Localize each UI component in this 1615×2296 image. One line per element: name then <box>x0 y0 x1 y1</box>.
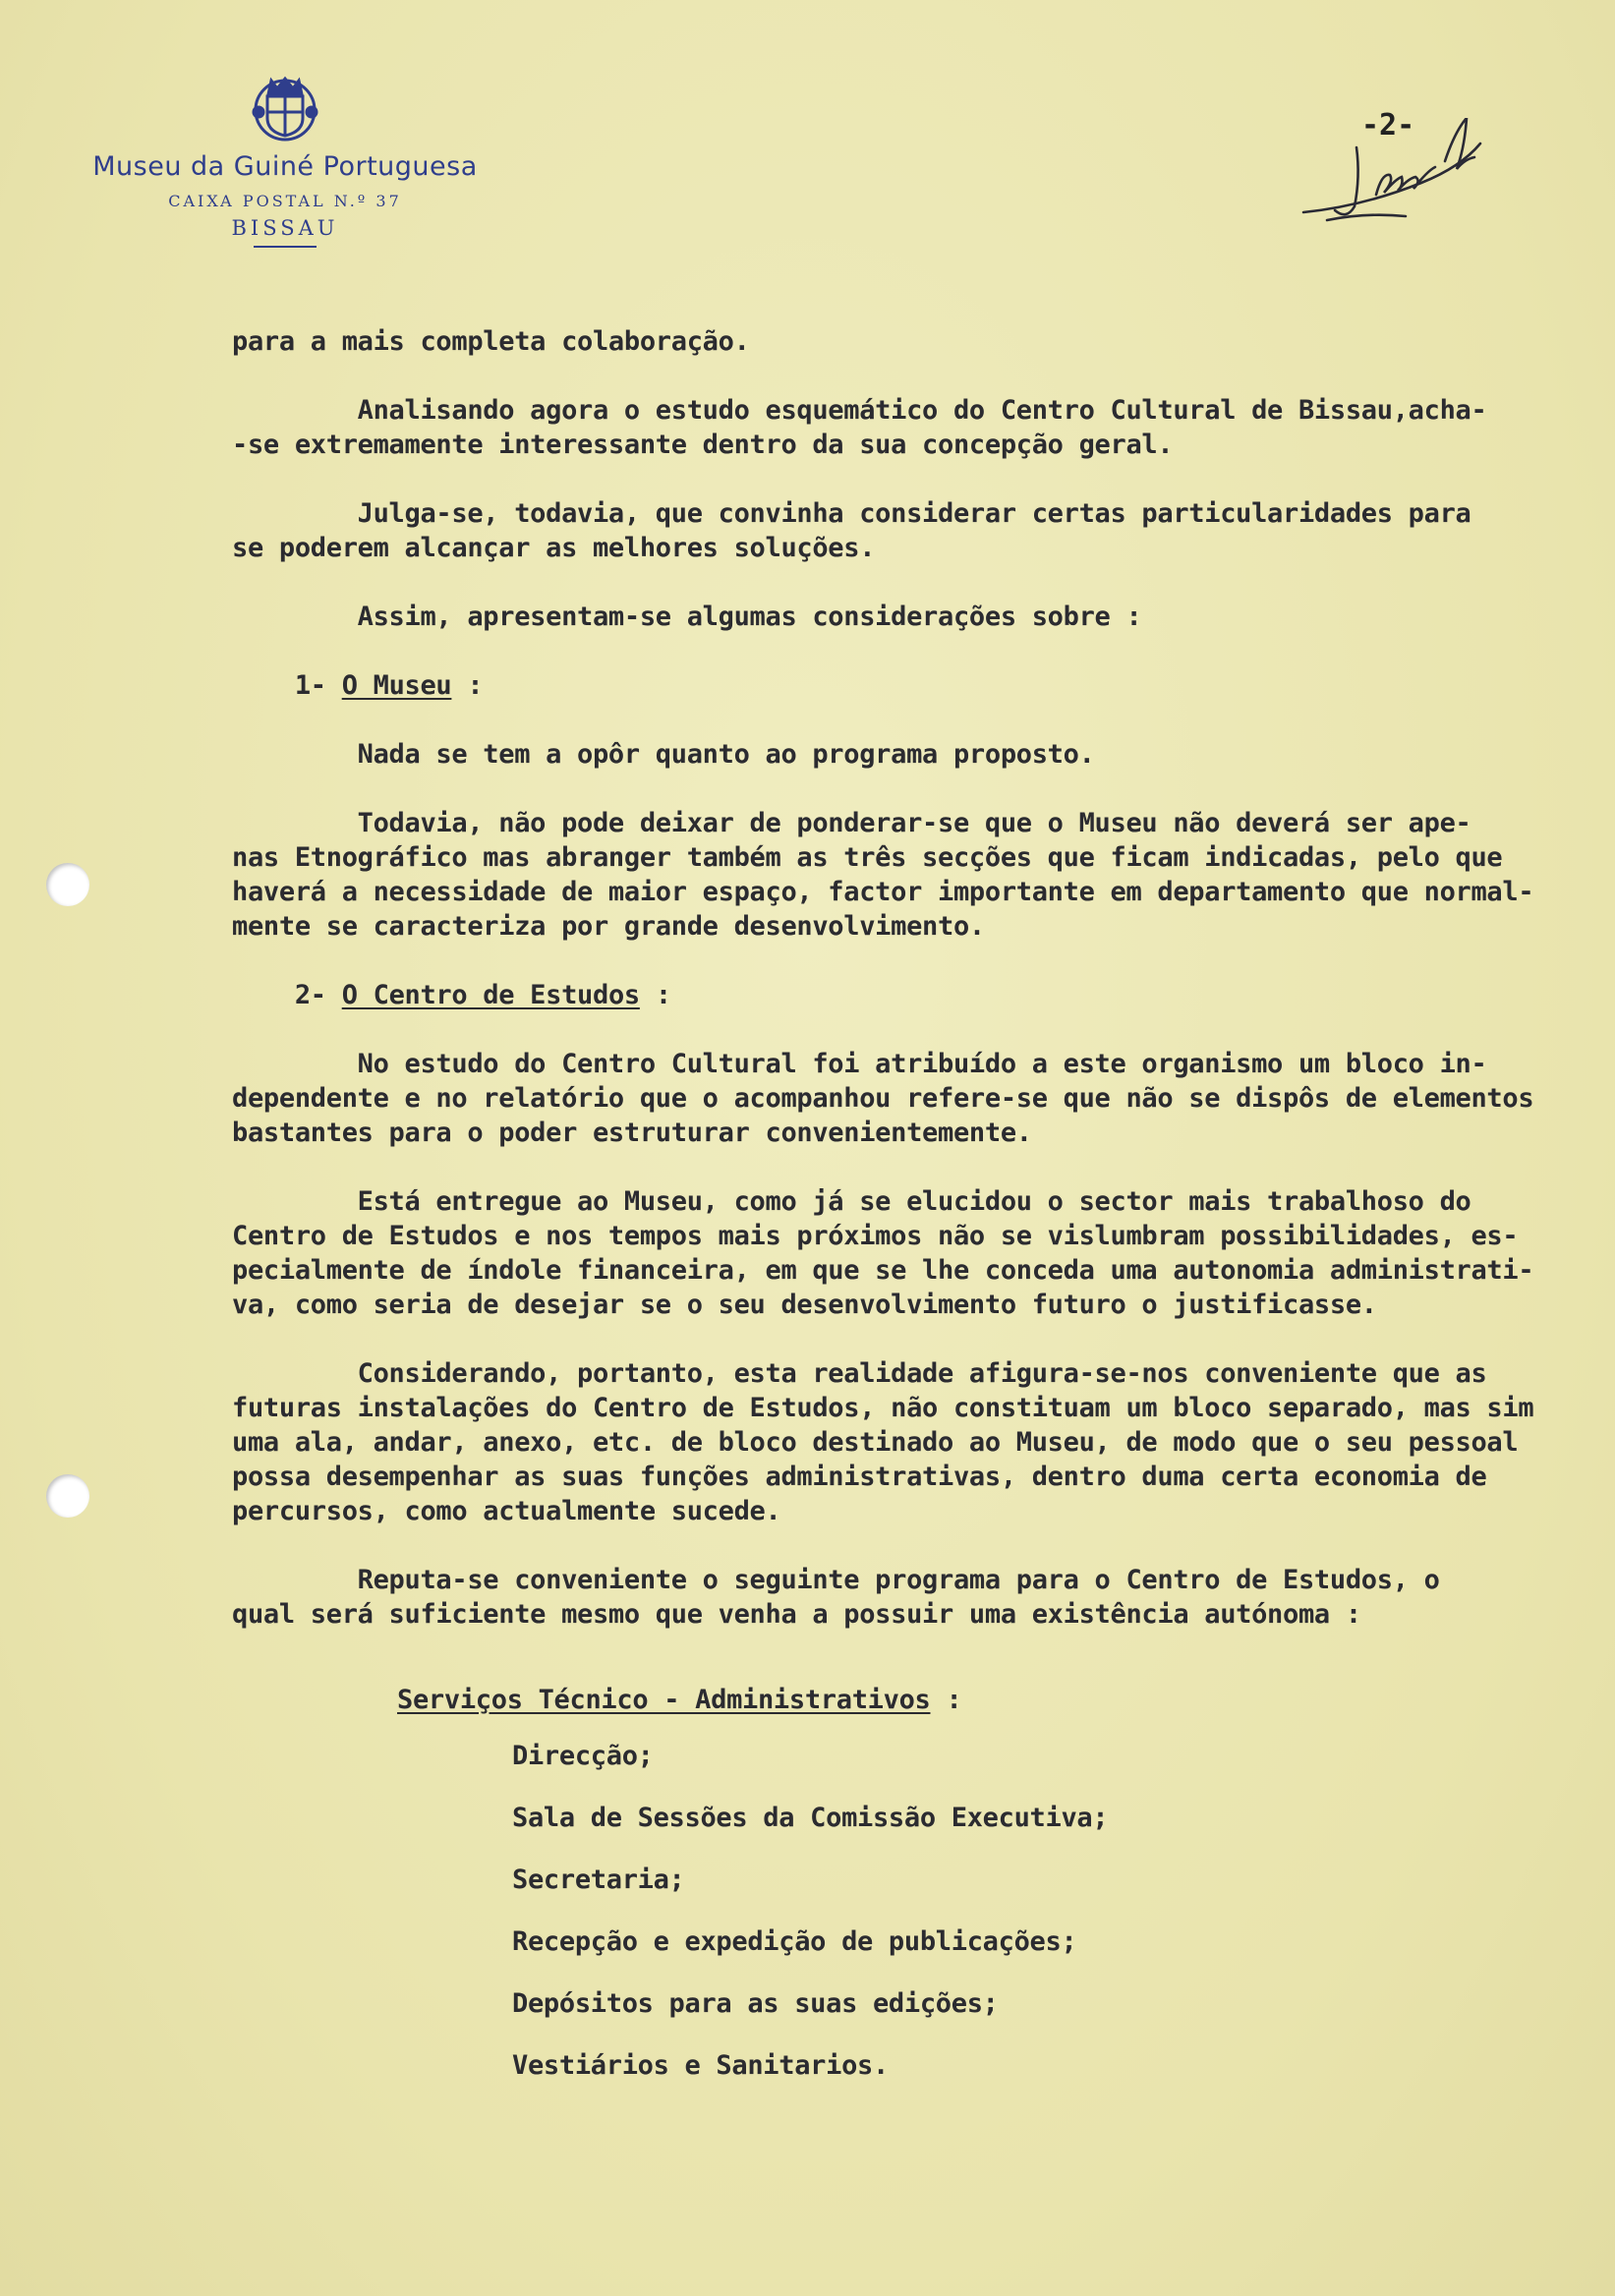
section-title: O Museu <box>341 670 452 701</box>
text-line: Analisando agora o estudo esquemático do Centro Cultural de Bissau,acha- <box>232 395 1487 426</box>
list-item: Depósitos para as suas edições; <box>512 1988 999 2019</box>
text-line: Considerando, portanto, esta realidade afigura-se-nos conveniente que as <box>232 1358 1487 1389</box>
coat-of-arms-icon <box>239 69 331 145</box>
text-line: uma ala, andar, anexo, etc. de bloco destinado ao Museu, de modo que o seu pessoal <box>232 1427 1519 1458</box>
city: BISSAU <box>231 216 339 240</box>
text-line: Todavia, não pode deixar de ponderar-se que o Museu não deverá ser ape- <box>232 808 1471 838</box>
section-number: 1- <box>232 670 342 701</box>
section-heading-centro-estudos <box>232 978 1579 1012</box>
paragraph-centro-autonomy <box>232 1184 1579 1322</box>
text-line: Assim, apresentam-se algumas considerações sobre : <box>232 602 1142 632</box>
text-line: Centro de Estudos e nos tempos mais próximos não se vislumbram possibilidades, es- <box>232 1221 1519 1251</box>
letter-body <box>232 324 1579 2110</box>
list-item: Secretaria; <box>512 1865 685 1895</box>
services-title: Serviços Técnico - Administrativos <box>397 1685 931 1715</box>
punch-hole-top <box>46 863 89 906</box>
text-line: Nada se tem a opôr quanto ao programa proposto. <box>232 739 1095 770</box>
paragraph-program-intro <box>232 1563 1579 1632</box>
section-colon: : <box>451 670 484 701</box>
paragraph-analysis <box>232 393 1579 462</box>
paragraph-continuation <box>232 324 1579 359</box>
list-item: Vestiários e Sanitarios. <box>512 2050 889 2081</box>
text-line: mente se caracteriza por grande desenvolvimento. <box>232 911 985 942</box>
letterhead <box>59 69 511 248</box>
text-line: va, como seria de desejar se o seu desenvolvimento futuro o justificasse. <box>232 1290 1377 1320</box>
page-number: -2- <box>1361 108 1415 143</box>
text-line: para a mais completa colaboração. <box>232 326 750 357</box>
text-line: dependente e no relatório que o acompanhou refere-se que não se dispôs de elementos <box>232 1083 1534 1114</box>
list-item: Recepção e expedição de publicações; <box>512 1926 1077 1957</box>
text-line: Está entregue ao Museu, como já se elucidou o sector mais trabalhoso do <box>232 1186 1471 1217</box>
paragraph-considerations <box>232 600 1579 634</box>
section-colon: : <box>639 980 671 1010</box>
text-line: haverá a necessidade de maior espaço, factor importante em departamento que normal- <box>232 877 1534 907</box>
handwritten-signature-icon <box>1298 118 1524 236</box>
text-line: Reputa-se conveniente o seguinte programa para o Centro de Estudos, o <box>232 1565 1440 1595</box>
postal-box: CAIXA POSTAL N.º 37 <box>168 192 402 210</box>
text-line: qual será suficiente mesmo que venha a possuir uma existência autónoma : <box>232 1599 1361 1630</box>
paragraph-installations <box>232 1356 1579 1528</box>
text-line: -se extremamente interessante dentro da sua concepção geral. <box>232 430 1174 460</box>
section-title: O Centro de Estudos <box>341 980 640 1010</box>
text-line: se poderem alcançar as melhores soluções. <box>232 533 876 563</box>
text-line: possa desempenhar as suas funções administrativas, dentro duma certa economia de <box>232 1462 1487 1492</box>
text-line: nas Etnográfico mas abranger também as três secções que ficam indicadas, pelo que <box>232 842 1503 873</box>
text-line: percursos, como actualmente sucede. <box>232 1496 781 1526</box>
paragraph-centro-block <box>232 1047 1579 1150</box>
services-heading <box>397 1683 1579 1717</box>
services-list <box>232 1739 1579 2110</box>
section-number: 2- <box>232 980 342 1010</box>
letterhead-rule <box>254 246 317 248</box>
section-heading-museu <box>232 668 1579 703</box>
text-line: futuras instalações do Centro de Estudos, não constituam um bloco separado, mas sim <box>232 1393 1534 1423</box>
text-line: pecialmente de índole financeira, em que se lhe conceda uma autonomia administrati- <box>232 1255 1534 1286</box>
services-colon: : <box>930 1685 962 1715</box>
list-item: Direcção; <box>512 1741 654 1771</box>
institution-name: Museu da Guiné Portuguesa <box>92 151 478 182</box>
text-line: bastantes para o poder estruturar convenientemente. <box>232 1118 1032 1148</box>
text-line: No estudo do Centro Cultural foi atribuído a este organismo um bloco in- <box>232 1049 1487 1079</box>
paragraph-particularities <box>232 496 1579 565</box>
punch-hole-bottom <box>46 1474 89 1518</box>
paragraph-museu-space <box>232 806 1579 944</box>
paragraph-museu-program <box>232 737 1579 772</box>
text-line: Julga-se, todavia, que convinha considerar certas particularidades para <box>232 498 1471 529</box>
list-item: Sala de Sessões da Comissão Executiva; <box>512 1803 1109 1833</box>
